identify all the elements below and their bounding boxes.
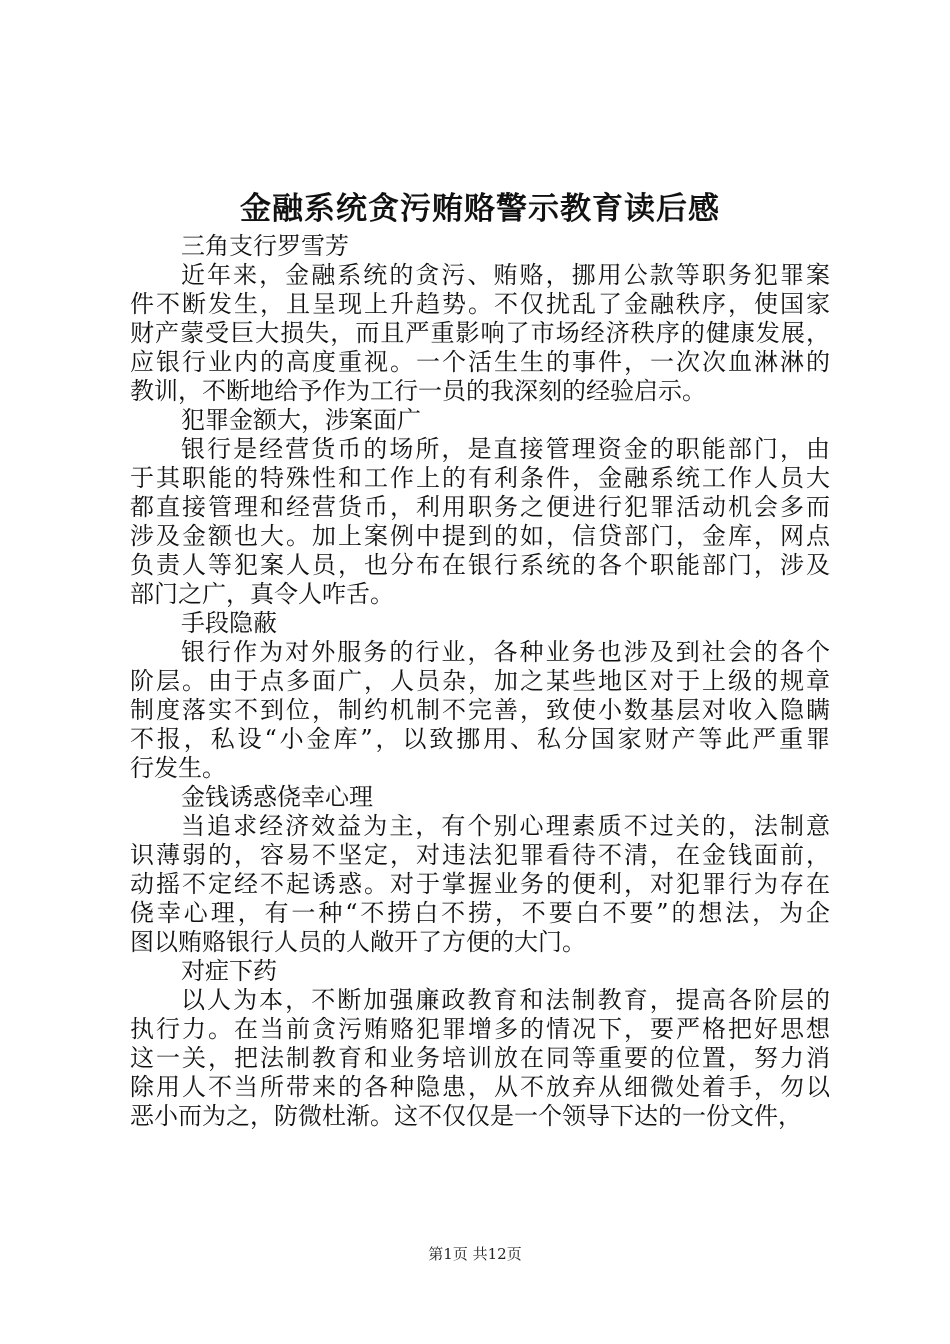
paragraph-line: 侥幸心理，有一种“不捞白不捞，不要白不要”的想法，为企 (130, 899, 830, 927)
paragraph-line: 近年来，金融系统的贪污、贿赂，挪用公款等职务犯罪案 (181, 261, 830, 289)
page-footer: 第1页 共12页 (428, 1245, 522, 1263)
paragraph-line: 执行力。在当前贪污贿赂犯罪增多的情况下，要严格把好思想 (130, 1015, 830, 1043)
paragraph-line: 都直接管理和经营货币，利用职务之便进行犯罪活动机会多而 (130, 493, 830, 521)
section-heading: 犯罪金额大，涉案面广 (181, 406, 421, 434)
paragraph-line: 图以贿赂银行人员的人敞开了方便的大门。 (130, 928, 586, 956)
paragraph-line: 阶层。由于点多面广，人员杂，加之某些地区对于上级的规章 (130, 667, 830, 695)
document-title: 金融系统贪污贿赂警示教育读后感 (240, 191, 720, 227)
paragraph-line: 行发生。 (130, 754, 226, 782)
paragraph-line: 应银行业内的高度重视。一个活生生的事件，一次次血淋淋的 (130, 348, 830, 376)
paragraph-line: 银行作为对外服务的行业，各种业务也涉及到社会的各个 (181, 638, 830, 666)
paragraph-line: 于其职能的特殊性和工作上的有利条件，金融系统工作人员大 (130, 464, 830, 492)
paragraph-line: 财产蒙受巨大损失，而且严重影响了市场经济秩序的健康发展， (130, 319, 830, 347)
paragraph-line: 以人为本，不断加强廉政教育和法制教育，提高各阶层的 (181, 986, 830, 1014)
paragraph-line: 部门之广，真令人咋舌。 (130, 580, 394, 608)
paragraph-line: 不报，私设“小金库”，以致挪用、私分国家财产等此严重罪 (130, 725, 830, 753)
paragraph-line: 负责人等犯案人员，也分布在银行系统的各个职能部门，涉及 (130, 551, 830, 579)
paragraph-line: 恶小而为之，防微杜渐。这不仅仅是一个领导下达的一份文件， (130, 1102, 802, 1130)
section-heading: 手段隐蔽 (181, 609, 277, 637)
paragraph-line: 涉及金额也大。加上案例中提到的如，信贷部门，金库，网点 (130, 522, 830, 550)
section-heading: 金钱诱惑侥幸心理 (181, 783, 373, 811)
paragraph-line: 除用人不当所带来的各种隐患，从不放弃从细微处着手，勿以 (130, 1073, 830, 1101)
paragraph-line: 这一关，把法制教育和业务培训放在同等重要的位置，努力消 (130, 1044, 830, 1072)
document-page (130, 186, 830, 1131)
author-line: 三角支行罗雪芳 (181, 232, 349, 260)
paragraph-line: 当追求经济效益为主，有个别心理素质不过关的，法制意 (181, 812, 830, 840)
section-heading: 对症下药 (181, 957, 277, 985)
paragraph-line: 件不断发生，且呈现上升趋势。不仅扰乱了金融秩序，使国家 (130, 290, 830, 318)
paragraph-line: 制度落实不到位，制约机制不完善，致使小数基层对收入隐瞒 (130, 696, 830, 724)
paragraph-line: 银行是经营货币的场所，是直接管理资金的职能部门，由 (181, 435, 830, 463)
paragraph-line: 动摇不定经不起诱惑。对于掌握业务的便利，对犯罪行为存在 (130, 870, 830, 898)
paragraph-line: 教训，不断地给予作为工行一员的我深刻的经验启示。 (130, 377, 706, 405)
paragraph-line: 识薄弱的，容易不坚定，对违法犯罪看待不清，在金钱面前， (130, 841, 830, 869)
document-body (130, 261, 830, 1131)
